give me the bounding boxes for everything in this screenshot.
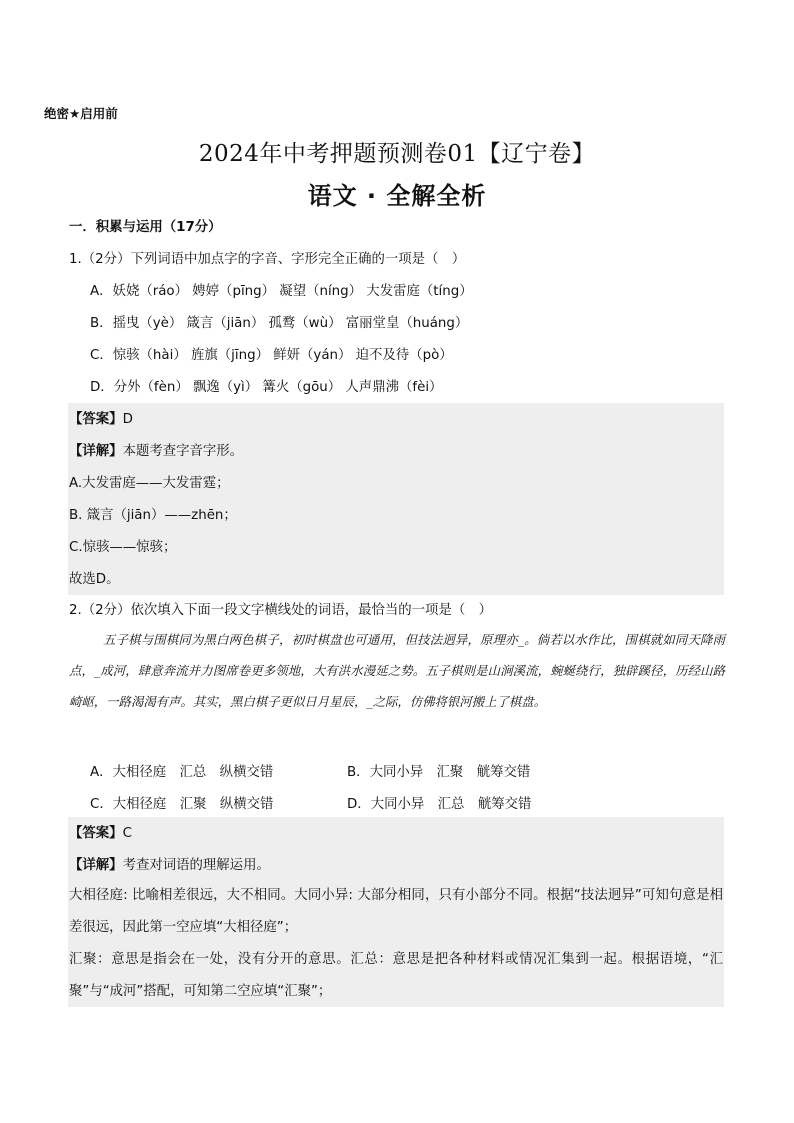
confidential-mark: 绝密★启用前 <box>44 106 118 121</box>
exam-subtitle: 语文 · 全解全析 <box>307 182 487 210</box>
exam-title: 2024年中考押题预测卷01【辽宁卷】 <box>198 141 596 167</box>
q1-explain-d: 故选D。 <box>69 572 120 587</box>
q1-detail: 【详解】本题考查字音字形。 <box>69 444 244 459</box>
q2-explain-1: 大相径庭: 比喻相差很远，大不相同。大同小异: 大部分相同，只有小部分不同。根据“技法迥异”可知句意是相差很远，因此第一空应填“大相径庭”； <box>69 888 723 935</box>
q1-option-b: B．摇曳（yè） 箴言（jiān） 孤鹜（wù） 富丽堂皇（huáng） <box>90 316 469 331</box>
q2-option-b: B．大同小异 汇聚 觥筹交错 <box>347 765 531 780</box>
q2-options-row2 <box>90 793 532 812</box>
q1-option-a: A．妖娆（ráo） 娉婷（pīng） 凝望（níng） 大发雷庭（tíng） <box>90 284 473 299</box>
q1-explain-b: B. 箴言（jiān）——zhēn； <box>69 508 237 523</box>
q1-explain-a: A.大发雷庭——大发雷霆； <box>69 476 230 491</box>
q1-explain-c: C.惊骇——惊骇； <box>69 540 177 555</box>
q1-option-c: C．惊骇（hài） 旌旗（jīng） 鲜妍（yán） 迫不及待（pò） <box>90 348 453 363</box>
q2-options-row1 <box>90 761 531 780</box>
q2-option-a: A．大相径庭 汇总 纵横交错 <box>90 765 274 780</box>
q1-stem: 1.（2分）下列词语中加点字的字音、字形完全正确的一项是（ ） <box>69 252 466 267</box>
q1-answer: 【答案】D <box>69 412 133 427</box>
q2-passage: 五子棋与围棋同为黑白两色棋子，初时棋盘也可通用，但技法迥异，原理亦_。倘若以水作比，围棋就如同天降雨点，_成河，肆意奔流并力图席卷更多领地，大有洪水漫延之势。五子棋则是山涧溪流，蜿蜒绕行，独辟蹊径，历经山路崎岖，一路渴渴有声。其实，黑白棋子更似日月星辰，_之际，仿佛将银河搬上了棋盘。 <box>69 632 725 709</box>
q2-option-c: C．大相径庭 汇聚 纵横交错 <box>90 797 274 812</box>
q2-explain-2: 汇聚：意思是指会在一处，没有分开的意思。汇总：意思是把各种材料或情况汇集到一起。根据语境，“汇聚”与“成河”搭配，可知第二空应填“汇聚”； <box>69 952 723 999</box>
q1-answer-block <box>68 403 724 595</box>
section-heading: 一．积累与运用（17分） <box>69 220 222 235</box>
q1-option-d: D．分外（fèn） 飘逸（yì） 篝火（gōu） 人声鼎沸（fèi） <box>90 380 443 395</box>
q2-detail: 【详解】考查对词语的理解运用。 <box>69 858 270 873</box>
q2-option-d: D．大同小异 汇总 觥筹交错 <box>347 797 532 812</box>
q2-stem: 2.（2分）依次填入下面一段文字横线处的词语，最恰当的一项是（ ） <box>69 603 493 618</box>
q2-answer: 【答案】C <box>69 826 132 841</box>
